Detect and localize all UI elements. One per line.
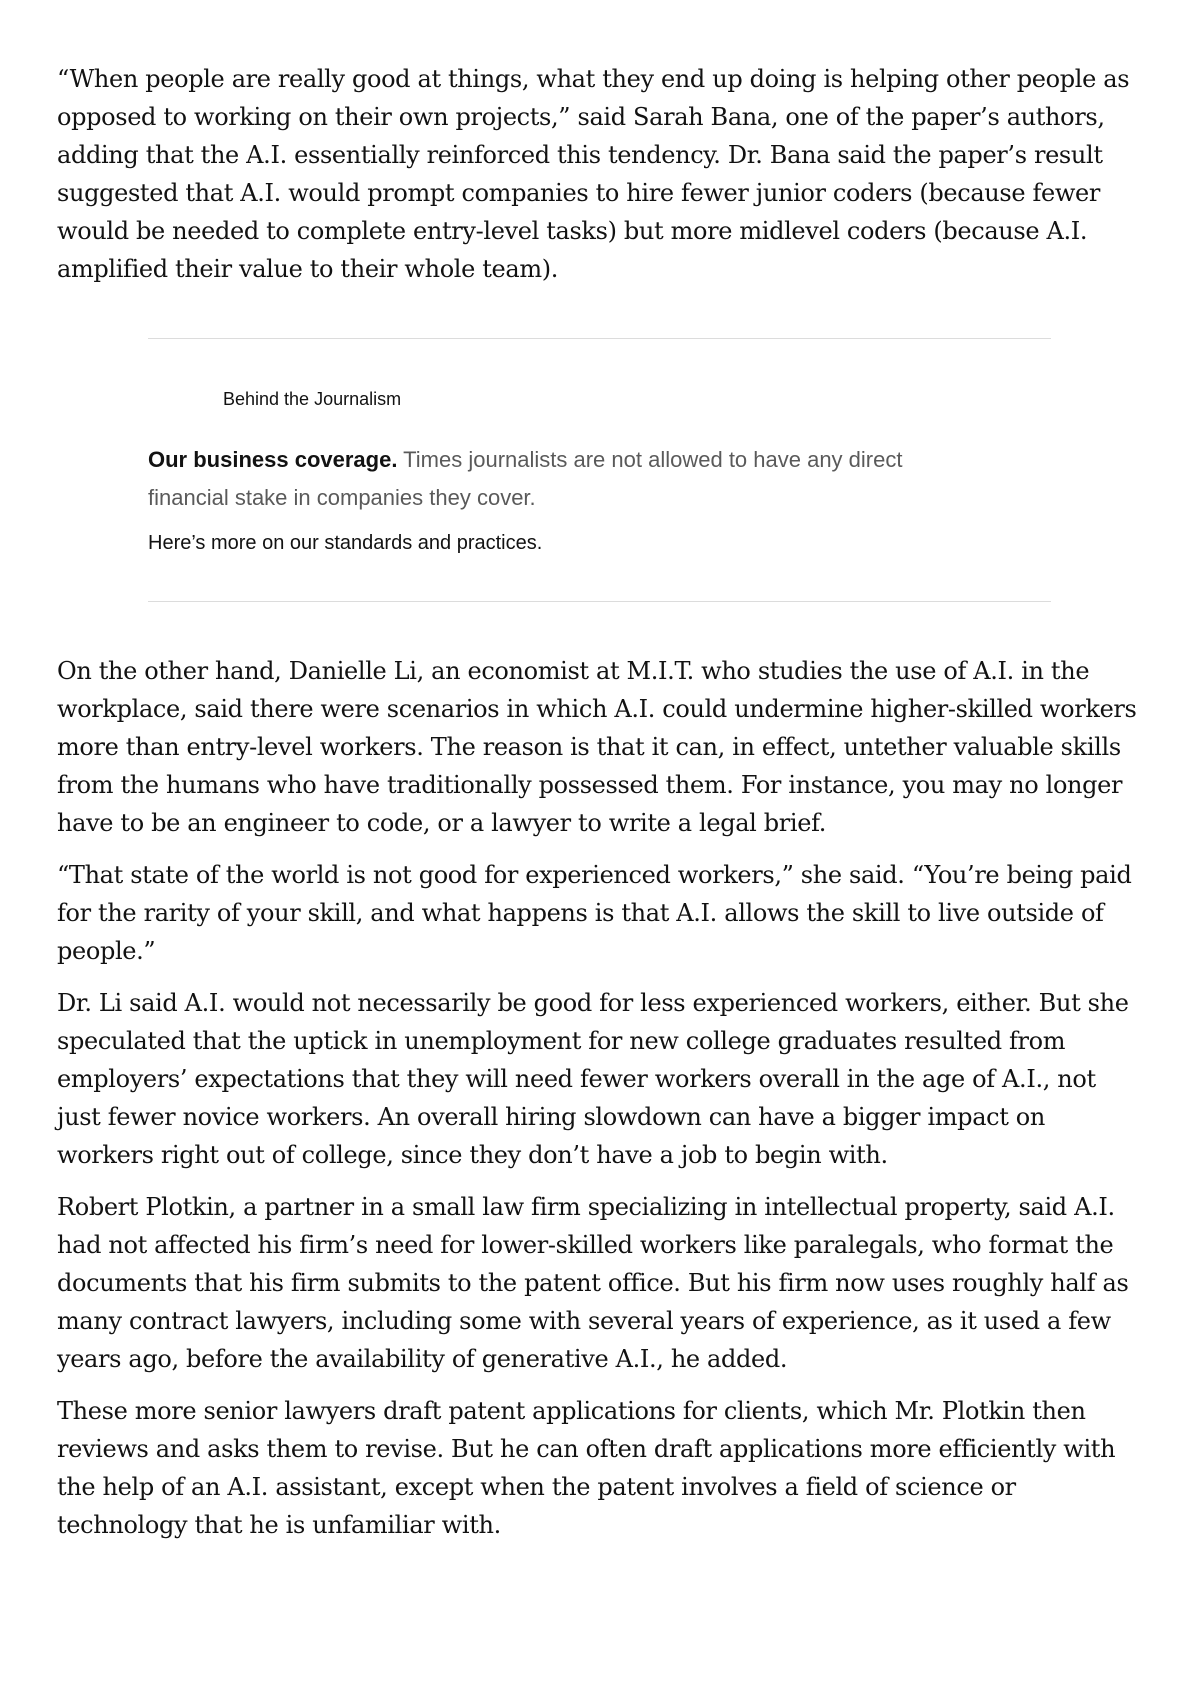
callout-heading: Our business coverage.	[148, 447, 398, 472]
article-paragraph: Robert Plotkin, a partner in a small law firm specializing in intellectual property, said A.I. had not affected his firm’s need for lower-skilled workers like paralegals, who format the documents that his firm submits to the patent office. But his firm now uses roughly half as many contract lawyers, including some with several years of experience, as it used a few years ago, before the availability of generative A.I., he added.	[57, 1193, 1129, 1373]
callout-text: Times journalists are not allowed to have any direct financial stake in companies they cover.	[148, 447, 903, 510]
article-body	[57, 60, 1137, 1544]
article-paragraph: “When people are really good at things, what they end up doing is helping other people as opposed to working on their own projects,” said Sarah Bana, one of the paper’s authors, adding that the A.I. essentially reinforced this tendency. Dr. Bana said the paper’s result suggested that A.I. would prompt companies to hire fewer junior coders (because fewer would be needed to complete entry-level tasks) but more midlevel coders (because A.I. amplified their value to their whole team).	[57, 65, 1130, 283]
standards-and-practices-link[interactable]: Here’s more on our standards and practices.	[148, 532, 543, 554]
article-paragraph: These more senior lawyers draft patent applications for clients, which Mr. Plotkin then reviews and asks them to revise. But he can often draft applications more efficiently with the help of an A.I. assistant, except when the patent involves a field of science or technology that he is unfamiliar with.	[57, 1397, 1116, 1539]
article-paragraph: “That state of the world is not good for experienced workers,” she said. “You’re being paid for the rarity of your skill, and what happens is that A.I. allows the skill to live outside of people.”	[57, 861, 1132, 965]
callout-kicker: Behind the Journalism	[223, 389, 402, 409]
callout-body	[148, 441, 978, 517]
article-paragraph: Dr. Li said A.I. would not necessarily be good for less experienced workers, either. But she speculated that the uptick in unemployment for new college graduates resulted from employers’ expectations that they will need fewer workers overall in the age of A.I., not just fewer novice workers. An overall hiring slowdown can have a bigger impact on workers right out of college, since they don’t have a job to begin with.	[57, 989, 1129, 1169]
behind-the-journalism-callout	[148, 338, 1051, 602]
article-paragraph: On the other hand, Danielle Li, an economist at M.I.T. who studies the use of A.I. in the workplace, said there were scenarios in which A.I. could undermine higher-skilled workers more than entry-level workers. The reason is that it can, in effect, untether valuable skills from the humans who have traditionally possessed them. For instance, you may no longer have to be an engineer to code, or a lawyer to write a legal brief.	[57, 657, 1137, 837]
